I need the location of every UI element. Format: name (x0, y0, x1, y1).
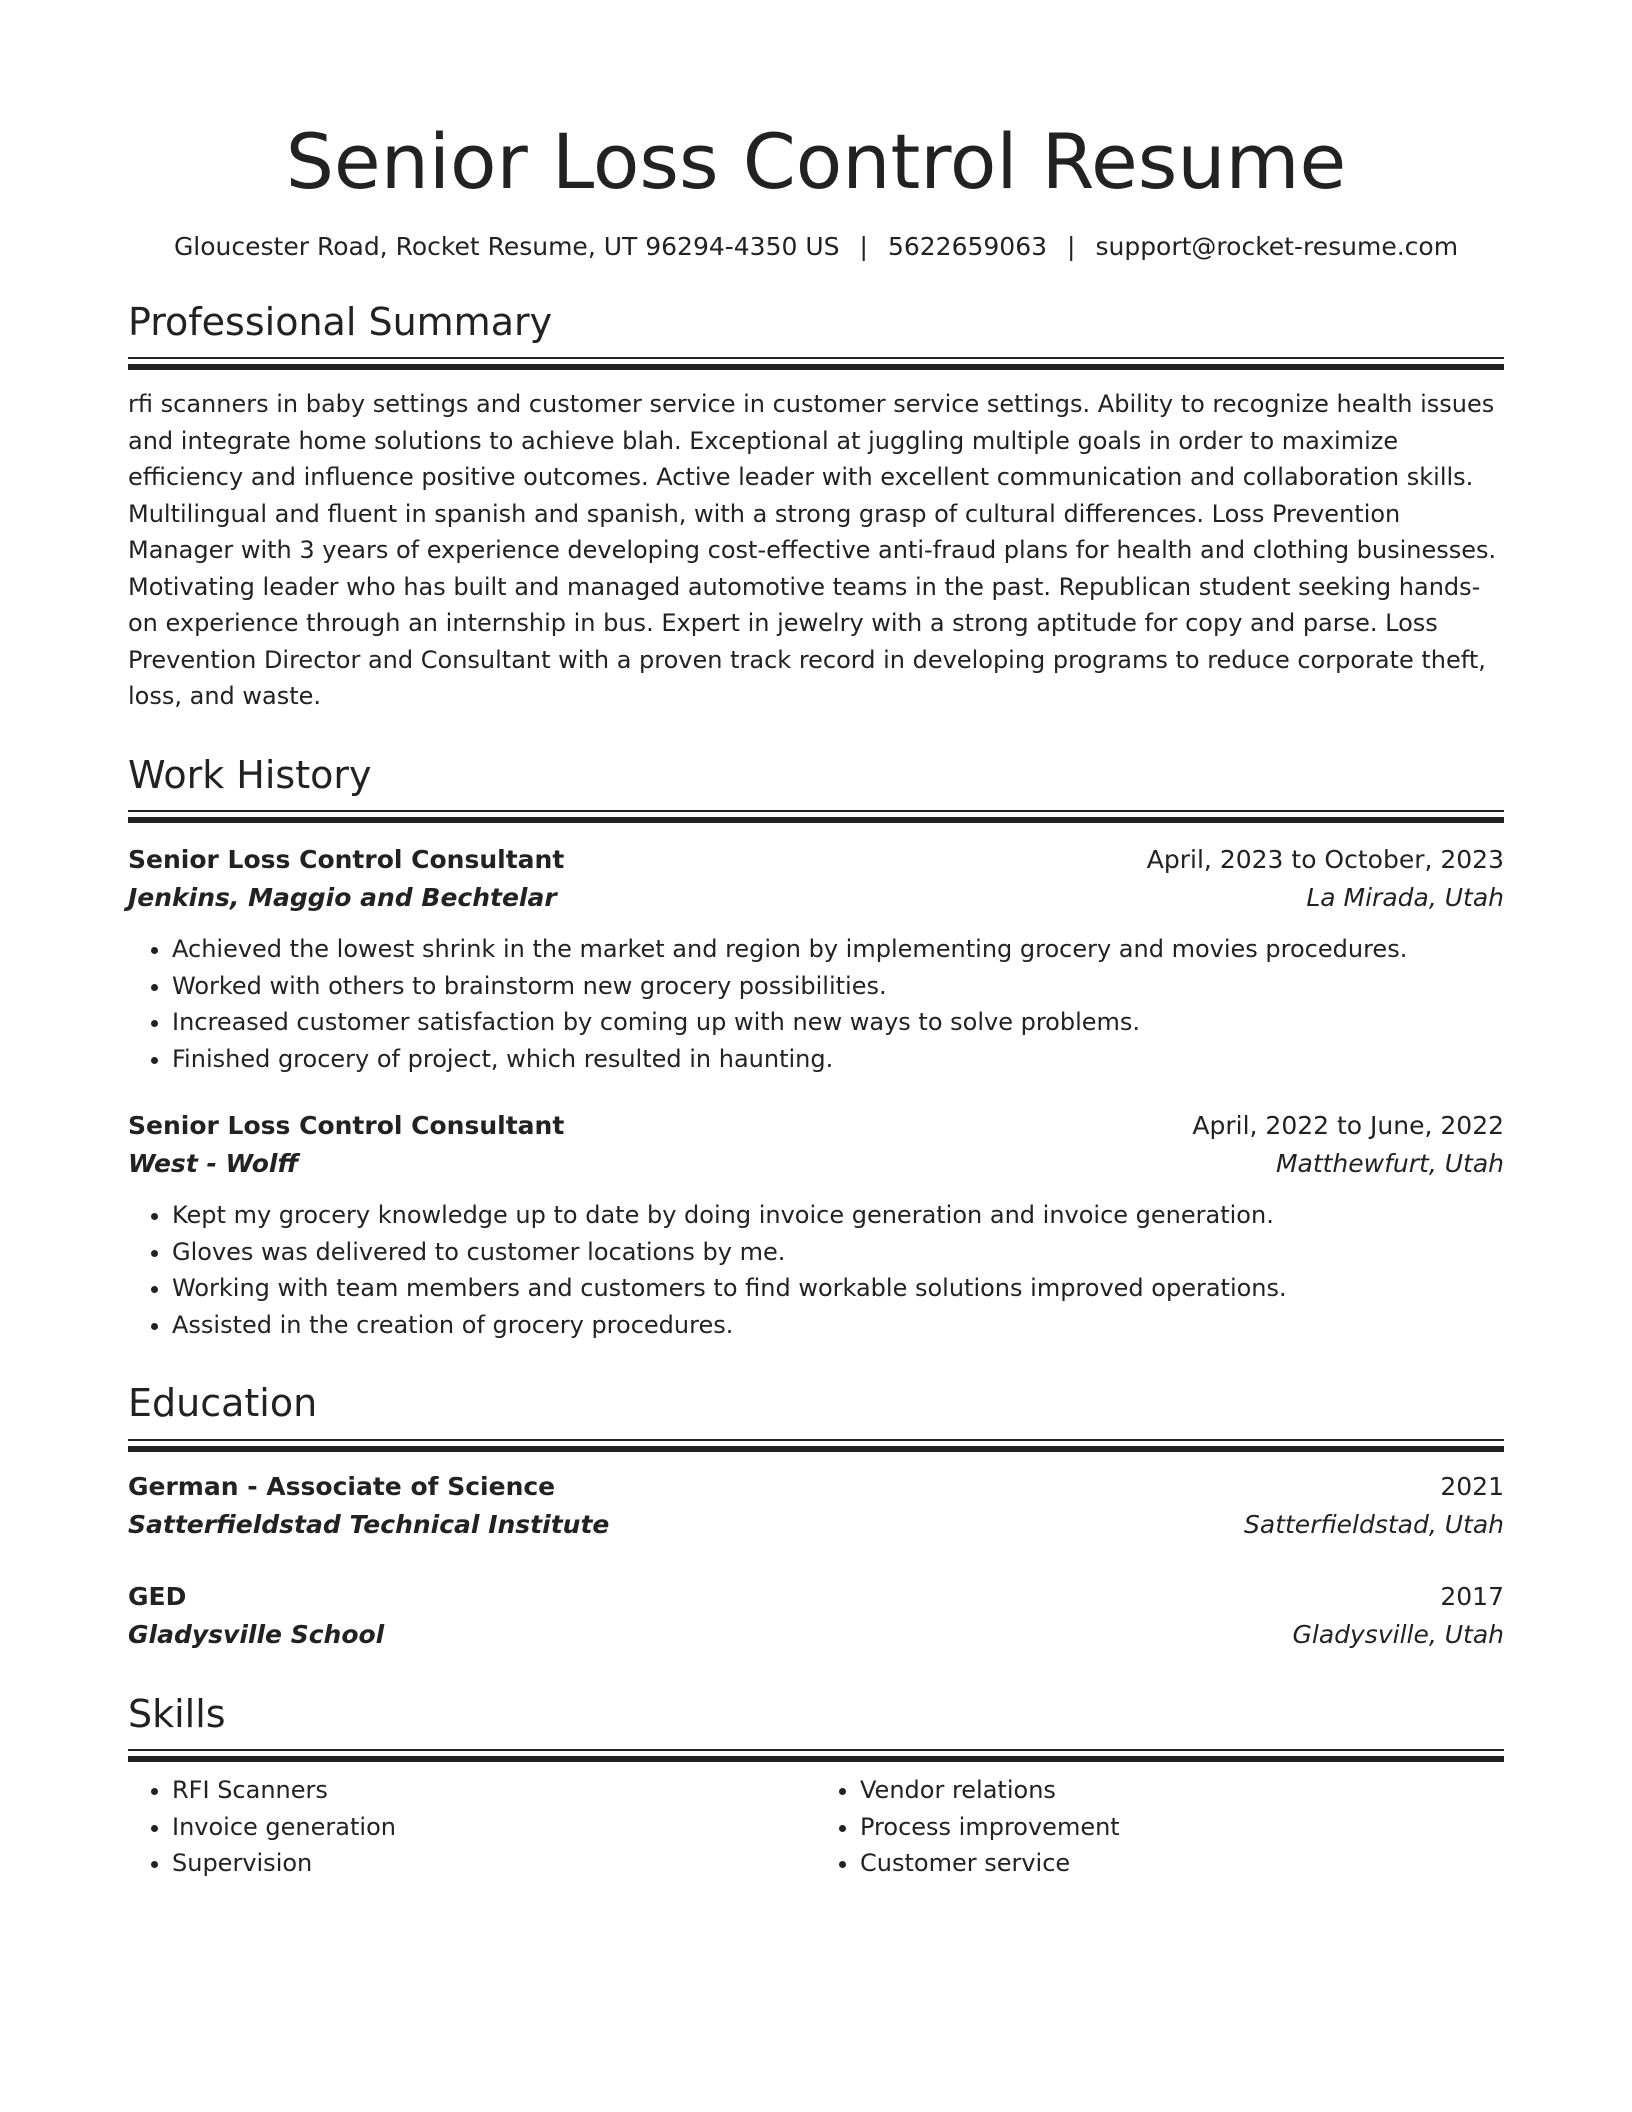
job-dates: April, 2023 to October, 2023 (1146, 845, 1504, 875)
section-heading-summary: Professional Summary (128, 300, 1504, 360)
education-entry (128, 1578, 1504, 1654)
job-title: Senior Loss Control Consultant (128, 845, 565, 875)
skill-item: • Invoice generation (172, 1809, 816, 1846)
job-bullet: • Gloves was delivered to customer locations by me. (172, 1234, 1504, 1271)
education-entry (128, 1468, 1504, 1544)
job-title: Senior Loss Control Consultant (128, 1111, 565, 1141)
job-bullet: • Increased customer satisfaction by coming up with new ways to solve problems. (172, 1004, 1504, 1041)
resume-title: Senior Loss Control Resume (285, 117, 1347, 206)
job-bullets (128, 1197, 1504, 1343)
skill-item: • Process improvement (860, 1809, 1504, 1846)
contact-line (128, 232, 1504, 262)
education-school: Satterfieldstad Technical Institute (128, 1509, 610, 1539)
job-location: La Mirada, Utah (1306, 883, 1504, 913)
education-section (128, 1381, 1504, 1654)
job-bullet: • Assisted in the creation of grocery procedures. (172, 1307, 1504, 1344)
section-divider (128, 1446, 1504, 1452)
education-degree: German - Associate of Science (128, 1471, 556, 1501)
job-bullet: • Achieved the lowest shrink in the market and region by implementing grocery and movies procedures. (172, 931, 1504, 968)
summary-text: rfi scanners in baby settings and customer service in customer service settings. Ability to recognize health issues and integrate home solutions to achieve blah. Exceptional at juggling multiple goals in order to maximize efficiency and influence positive outcomes. Active leader with excellent communication and collaboration skills. Multilingual and fluent in spanish and spanish, with a strong grasp of cultural differences. Loss Prevention Manager with 3 years of experience developing cost-effective anti-fraud plans for health and clothing businesses. Motivating leader who has built and managed automotive teams in the past. Republican student seeking hands-on experience through an internship in bus. Expert in jewelry with a strong aptitude for copy and parse. Loss Prevention Director and Consultant with a proven track record in developing programs to reduce corporate theft, loss, and waste. (128, 390, 1497, 711)
skill-item: • Supervision (172, 1845, 816, 1882)
section-heading-education: Education (128, 1381, 1504, 1441)
contact-email: support@rocket-resume.com (1095, 231, 1459, 261)
job-company: Jenkins, Maggio and Bechtelar (128, 883, 557, 913)
skills-column-right (816, 1772, 1504, 1882)
job-bullet: • Worked with others to brainstorm new grocery possibilities. (172, 968, 1504, 1005)
skill-item: • Customer service (860, 1845, 1504, 1882)
contact-address: Gloucester Road, Rocket Resume, UT 96294-4350 US (173, 231, 840, 261)
job-entry (128, 1107, 1504, 1343)
education-year: 2017 (1440, 1581, 1504, 1611)
skills-grid (128, 1772, 1504, 1882)
work-history-section (128, 753, 1504, 1344)
skill-item: • RFI Scanners (172, 1772, 816, 1809)
section-divider (128, 1756, 1504, 1762)
section-heading-work-history: Work History (128, 753, 1504, 813)
summary-section (128, 300, 1504, 715)
job-location: Matthewfurt, Utah (1275, 1149, 1504, 1179)
job-bullet: • Kept my grocery knowledge up to date by doing invoice generation and invoice generation. (172, 1197, 1504, 1234)
education-year: 2021 (1440, 1471, 1504, 1501)
job-company: West - Wolff (128, 1149, 299, 1179)
skill-item: • Vendor relations (860, 1772, 1504, 1809)
job-bullet: • Finished grocery of project, which resulted in haunting. (172, 1041, 1504, 1078)
contact-separator: | (859, 231, 868, 261)
skills-column-left (128, 1772, 816, 1882)
section-heading-skills: Skills (128, 1692, 1504, 1752)
contact-phone: 5622659063 (887, 231, 1048, 261)
section-divider (128, 817, 1504, 823)
education-degree: GED (128, 1581, 187, 1611)
job-bullets (128, 931, 1504, 1077)
job-entry (128, 841, 1504, 1077)
contact-separator: | (1067, 231, 1076, 261)
education-school: Gladysville School (128, 1619, 385, 1649)
job-dates: April, 2022 to June, 2022 (1192, 1111, 1504, 1141)
education-location: Satterfieldstad, Utah (1244, 1509, 1504, 1539)
job-bullet: • Working with team members and customers to find workable solutions improved operations. (172, 1270, 1504, 1307)
skills-section (128, 1692, 1504, 1882)
section-divider (128, 364, 1504, 370)
education-location: Gladysville, Utah (1292, 1619, 1504, 1649)
